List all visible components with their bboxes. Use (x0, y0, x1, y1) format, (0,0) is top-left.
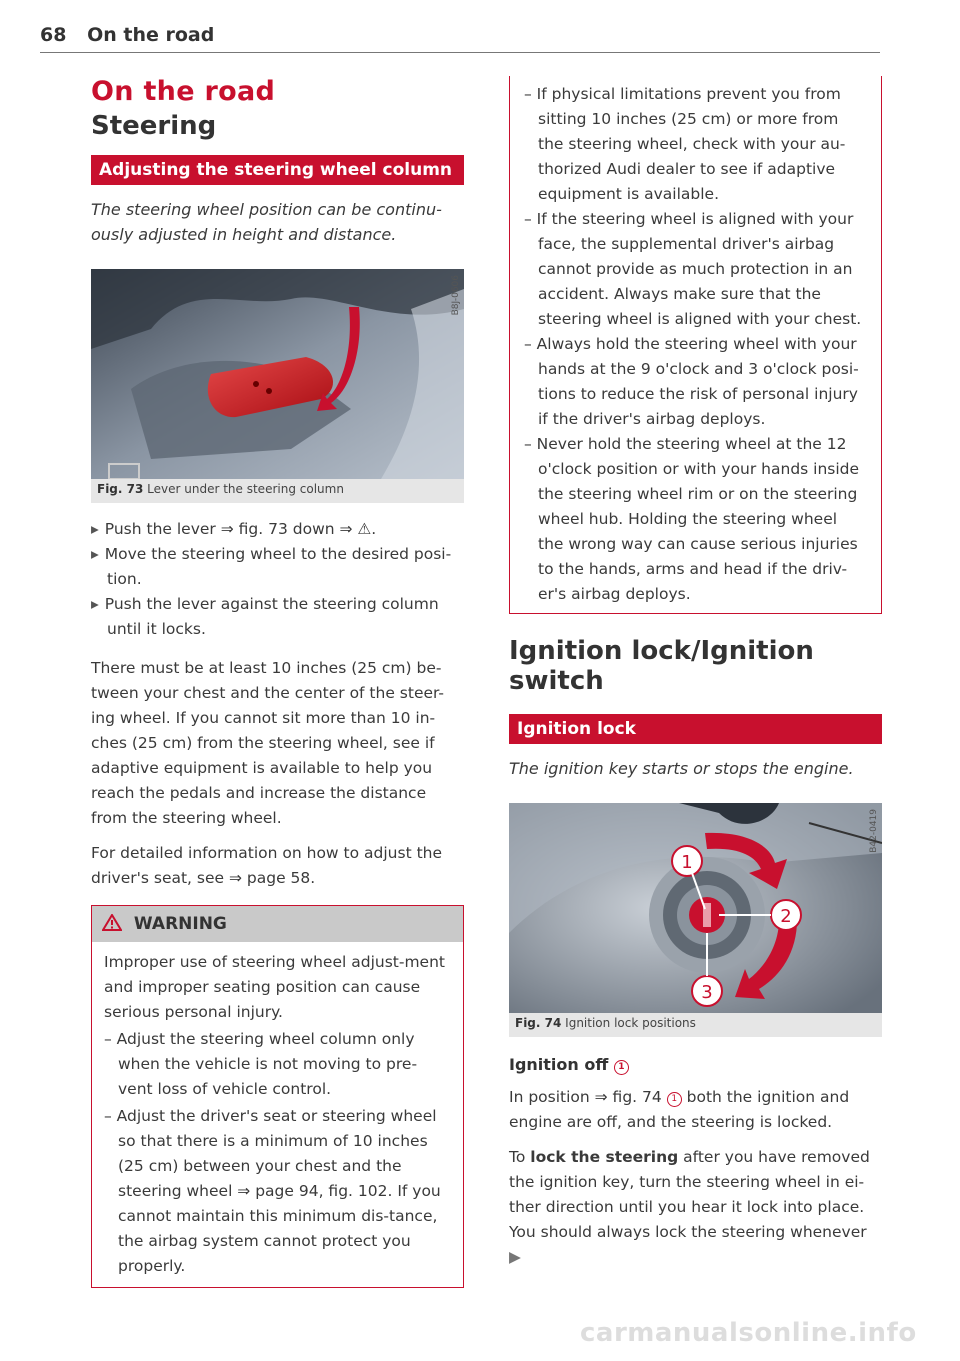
running-header (40, 24, 214, 46)
figure-label: Fig. 74 (515, 1016, 562, 1030)
paragraph-bold: lock the steering (530, 1148, 679, 1166)
position-label-3: 3 (701, 982, 713, 1003)
intro-text: The ignition key starts or stops the engine. (509, 759, 854, 778)
ignition-off-heading (509, 1055, 882, 1075)
paragraph-text: both the ignition and engine are off, and the steering is locked. (509, 1088, 850, 1131)
figure-caption-text: Ignition lock positions (565, 1016, 696, 1030)
warning-item: – If physical limitations prevent you from sitting 10 inches (25 cm) or more from the steering wheel, check with your au-thorized Audi dealer to see if adaptive equipment is available. (524, 85, 846, 203)
page-number: 68 (40, 24, 67, 46)
warning-item: – Adjust the steering wheel column only when the vehicle is not moving to pre-vent loss of vehicle control. (104, 1030, 418, 1098)
paragraph-text: In position ⇒ fig. 74 (509, 1088, 662, 1106)
figure-code: B42-0419 (869, 809, 879, 853)
header-rule (40, 52, 880, 53)
right-column (509, 76, 882, 1280)
warning-item: – Adjust the driver's seat or steering wheel so that there is a minimum of 10 inches (25 cm) between your chest and the steering wheel ⇒ page 94, fig. 102. If you cannot maintain this minimum dis-tance, the airbag system cannot protect you properly. (104, 1107, 441, 1275)
chapter-title: On the road (91, 76, 276, 107)
step-item: ▸ Push the lever ⇒ fig. 73 down ⇒ ⚠. (91, 517, 464, 542)
figure-caption-text: Lever under the steering column (147, 482, 344, 496)
warning-item: – If the steering wheel is aligned with your face, the supplemental driver's airbag cannot provide as much protection in an accident. Always make sure that the steering wheel is aligned with your chest. (524, 210, 862, 328)
paragraph (509, 1085, 882, 1135)
warning-header (92, 906, 463, 942)
position-label-2: 2 (780, 906, 792, 927)
warning-body (92, 942, 463, 1287)
position-label-1: 1 (681, 852, 693, 873)
step-item: ▸ Move the steering wheel to the desired posi-tion. (91, 542, 464, 592)
subsection-bar-ignition-lock: Ignition lock (509, 714, 882, 744)
warning-triangle-icon (102, 914, 122, 931)
ignition-lock-illustration (509, 803, 882, 1013)
warning-continued-box (509, 76, 882, 614)
paragraph (509, 1145, 882, 1270)
position-circle-1: 1 (614, 1060, 629, 1075)
intro-text: The steering wheel position can be continu-ously adjusted in height and distance. (91, 200, 442, 244)
figure-caption (91, 477, 350, 501)
warning-intro: Improper use of steering wheel adjust-ment and improper seating position can cause serious personal injury. (104, 953, 445, 1021)
warning-item: – Always hold the steering wheel with your hands at the 9 o'clock and 3 o'clock posi-tions to reduce the risk of personal injury if the driver's airbag deploys. (524, 335, 859, 428)
step-item: ▸ Push the lever against the steering column until it locks. (91, 592, 464, 642)
paragraph-text: after you have removed the ignition key, turn the steering wheel in ei-ther direction until you hear it lock into place. You should always lock the steering whenever (509, 1148, 870, 1241)
paragraph: There must be at least 10 inches (25 cm) be-tween your chest and the center of the steer-ing wheel. If you cannot sit more than 10 in-ches (25 cm) from the steering wheel, see if adaptive equipment is available to help you reach the pedals and increase the distance from the steering wheel. (91, 659, 444, 827)
ignition-off-heading-text: Ignition off (509, 1055, 609, 1074)
watermark: carmanualsonline.info (580, 1318, 917, 1348)
header-title: On the road (87, 24, 215, 46)
left-column (91, 76, 464, 1288)
steering-lever-illustration (91, 269, 464, 479)
warning-title: WARNING (133, 914, 227, 934)
figure-label: Fig. 73 (97, 482, 144, 496)
position-circle-1: 1 (667, 1092, 682, 1107)
figure-74 (509, 803, 882, 1037)
section-title-steering: Steering (91, 111, 217, 141)
figure-code: B8J-0606 (451, 275, 461, 316)
paragraph-text: To (509, 1148, 526, 1166)
paragraph: For detailed information on how to adjust the driver's seat, see ⇒ page 58. (91, 844, 443, 887)
warning-box (91, 905, 464, 1288)
subsection-bar-steering-column: Adjusting the steering wheel column (91, 155, 464, 185)
continue-arrow-icon: ▶ (509, 1248, 521, 1266)
warning-item: – Never hold the steering wheel at the 12 o'clock position or with your hands inside the steering wheel rim or on the steering wheel hub. Holding the steering wheel the wrong way can cause serious injuries to the hands, arms and head if the driv-er's airbag deploys. (524, 435, 860, 603)
section-title-ignition: Ignition lock/Ignition switch (509, 636, 814, 696)
step-list (91, 517, 464, 642)
figure-caption (509, 1011, 702, 1035)
figure-73 (91, 269, 464, 503)
